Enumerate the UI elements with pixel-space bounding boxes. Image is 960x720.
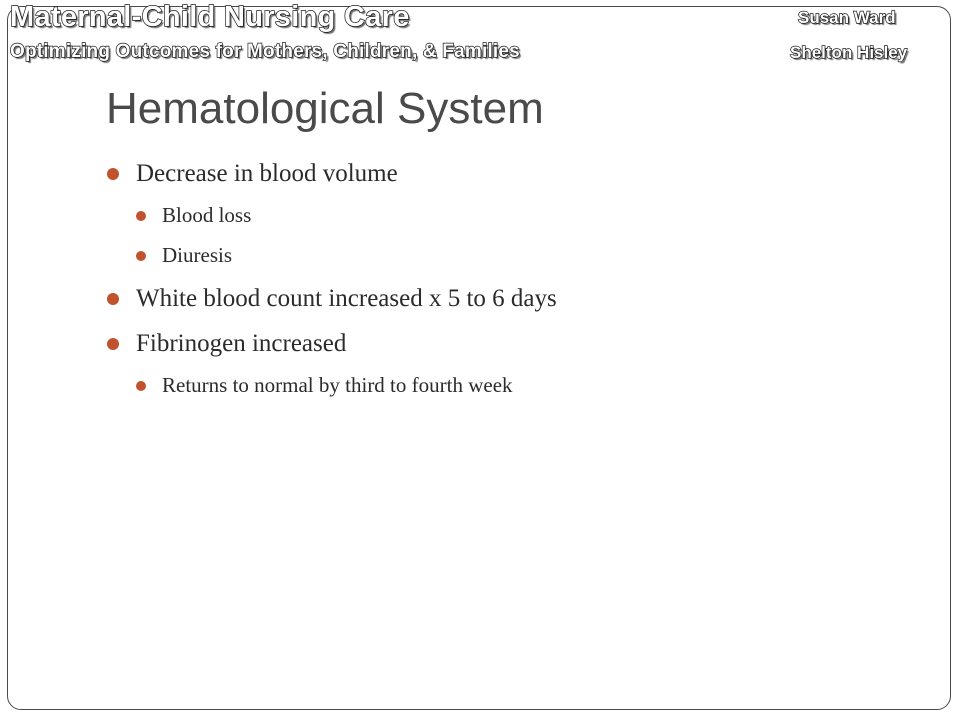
bullet-dot-icon	[107, 168, 119, 180]
bullet-text: Decrease in blood volume	[136, 160, 398, 187]
bullet-dot-icon	[107, 338, 119, 350]
bullet-text: White blood count increased x 5 to 6 days	[136, 285, 557, 312]
sub-bullet-item	[136, 203, 251, 228]
bullet-dot-icon	[136, 211, 146, 221]
bullet-item	[107, 160, 398, 188]
slide-title: Hematological System	[106, 84, 544, 133]
sub-bullet-item	[136, 373, 513, 398]
author-name: Susan Ward	[798, 8, 896, 27]
sub-bullet-item	[136, 243, 232, 268]
author-name: Shelton Hisley	[790, 43, 908, 62]
bullet-text: Fibrinogen increased	[136, 330, 347, 357]
bullet-dot-icon	[136, 381, 146, 391]
bullet-item	[107, 285, 557, 313]
bullet-dot-icon	[136, 251, 146, 261]
book-subtitle: Optimizing Outcomes for Mothers, Children, & Families	[10, 41, 520, 62]
bullet-dot-icon	[107, 293, 119, 305]
book-title: Maternal-Child Nursing Care	[10, 1, 410, 33]
bullet-text: Blood loss	[162, 203, 252, 227]
bullet-item	[107, 330, 346, 358]
bullet-text: Diuresis	[162, 243, 232, 267]
bullet-text: Returns to normal by third to fourth week	[162, 373, 513, 397]
